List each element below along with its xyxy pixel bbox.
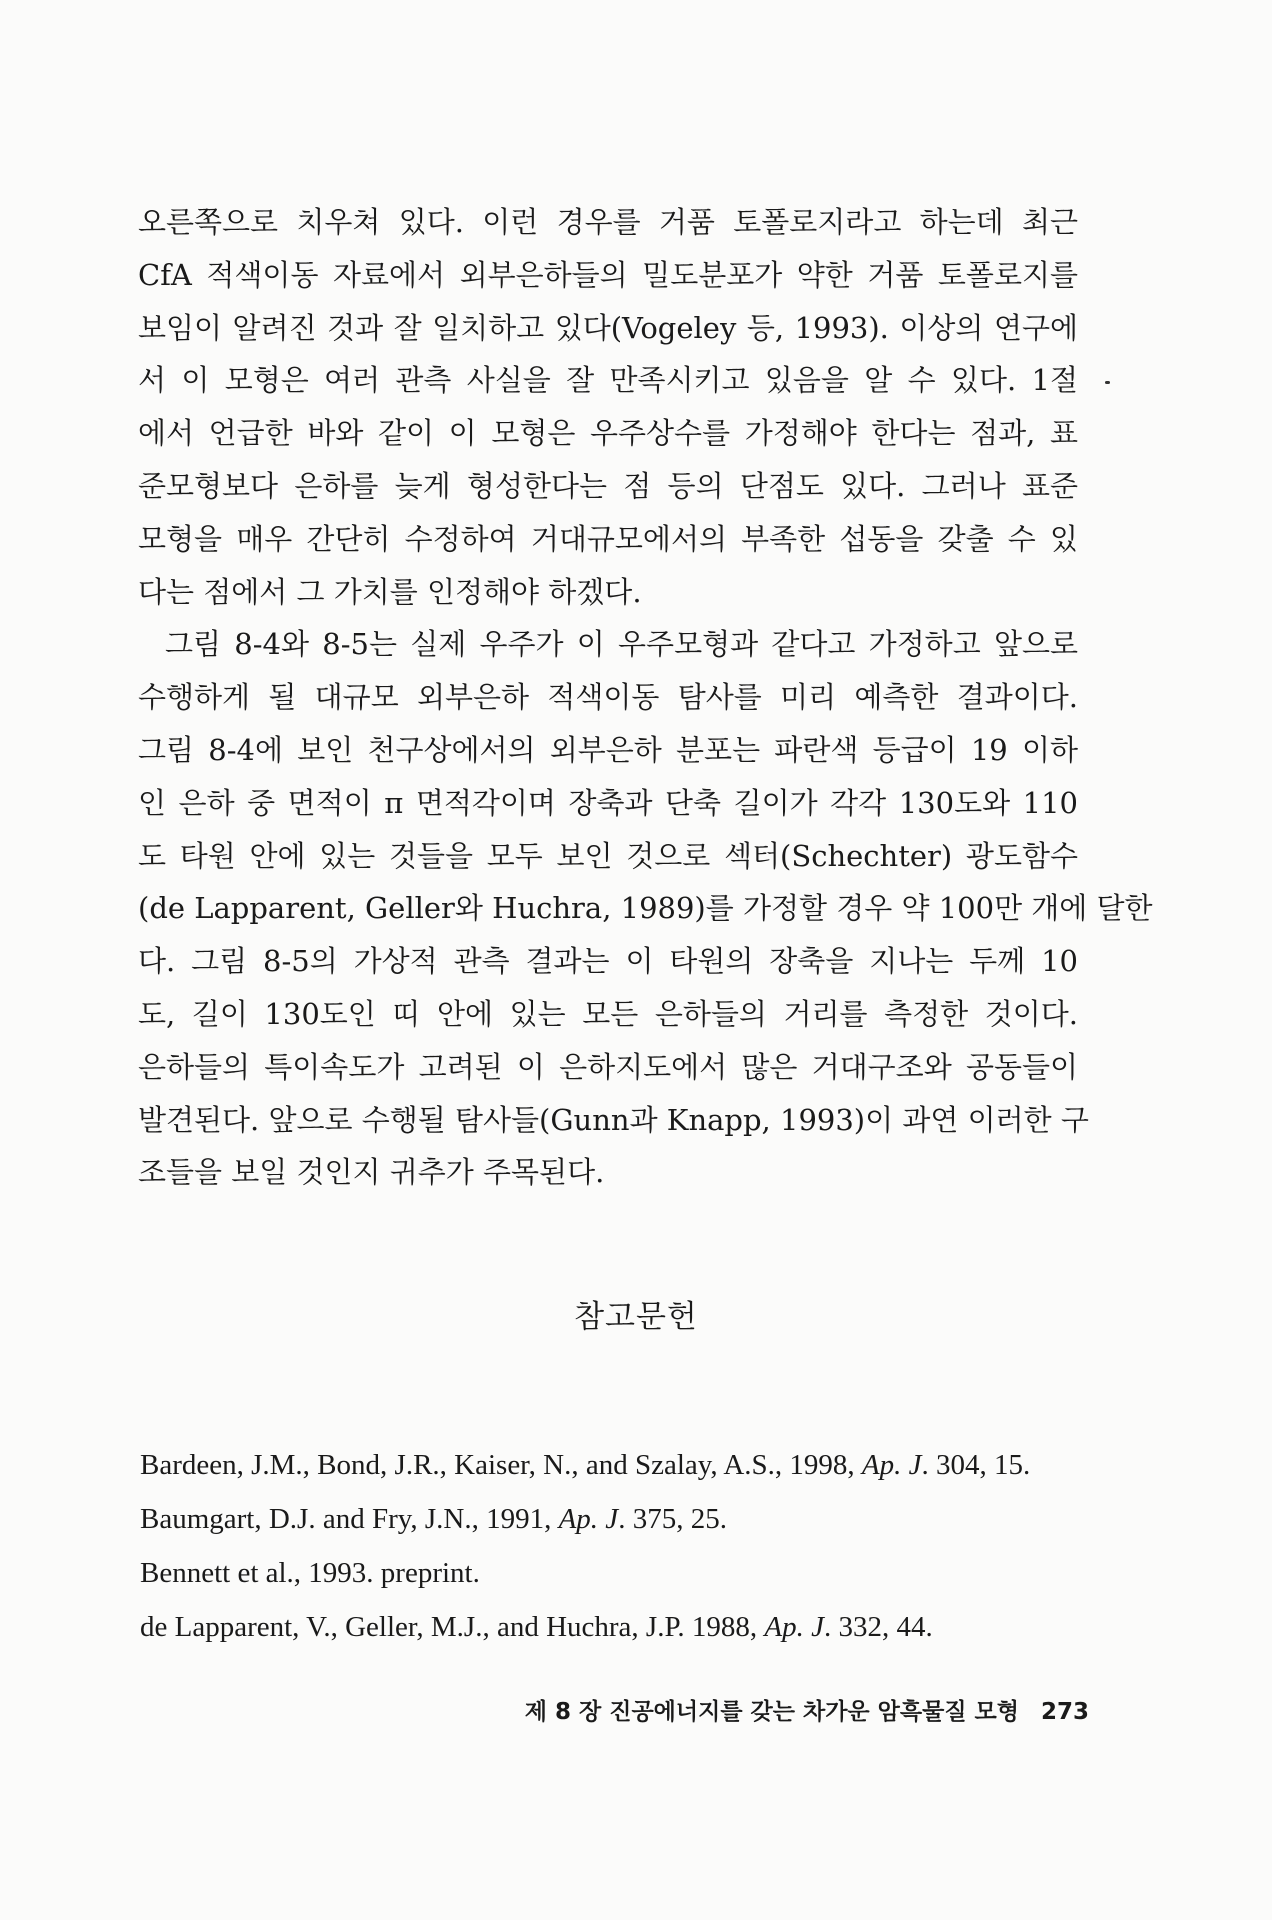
reference-text: Bardeen, J.M., Bond, J.R., Kaiser, N., and Szalay, A.S., 1998, bbox=[140, 1449, 862, 1481]
reference-item bbox=[140, 1600, 1080, 1654]
reference-item bbox=[140, 1438, 1080, 1492]
body-line: 보임이 알려진 것과 잘 일치하고 있다(Vogeley 등, 1993). 이상의 연구에 bbox=[138, 310, 1078, 345]
reference-text: Bennett et al., 1993. preprint. bbox=[140, 1557, 480, 1589]
reference-item bbox=[140, 1546, 1080, 1600]
reference-details: . 304, 15. bbox=[921, 1449, 1031, 1481]
page-footer bbox=[0, 1693, 1089, 1726]
chapter-title: 제 8 장 진공에너지를 갖는 차가운 암흑물질 모형 bbox=[524, 1699, 1019, 1725]
body-line: 서 이 모형은 여러 관측 사실을 잘 만족시키고 있음을 알 수 있다. 1절 bbox=[138, 363, 1078, 398]
body-line: 에서 언급한 바와 같이 이 모형은 우주상수를 가정해야 한다는 점과, 표 bbox=[138, 416, 1078, 451]
body-line: 조들을 보일 것인지 귀추가 주목된다. bbox=[138, 1155, 605, 1190]
body-line: CfA 적색이동 자료에서 외부은하들의 밀도분포가 약한 거품 토폴로지를 bbox=[138, 257, 1078, 292]
page-number: 273 bbox=[1040, 1699, 1089, 1725]
body-line: 발견된다. 앞으로 수행될 탐사들(Gunn과 Knapp, 1993)이 과연 이러한 구 bbox=[138, 1102, 1089, 1137]
reference-details: . 375, 25. bbox=[618, 1503, 727, 1535]
reference-journal: Ap. J bbox=[764, 1611, 824, 1643]
body-line: 준모형보다 은하를 늦게 형성한다는 점 등의 단점도 있다. 그러나 표준 bbox=[138, 468, 1078, 503]
margin-dot bbox=[1105, 381, 1110, 384]
body-line: 인 은하 중 면적이 π 면적각이며 장축과 단축 길이가 각각 130도와 110 bbox=[138, 785, 1078, 820]
reference-journal: Ap. J bbox=[861, 1449, 922, 1481]
reference-journal: Ap. J bbox=[558, 1503, 619, 1535]
body-line: 은하들의 특이속도가 고려된 이 은하지도에서 많은 거대구조와 공동들이 bbox=[138, 1049, 1078, 1084]
body-line: 그림 8-4에 보인 천구상에서의 외부은하 분포는 파란색 등급이 19 이하 bbox=[138, 732, 1078, 767]
reference-text: Baumgart, D.J. and Fry, J.N., 1991, bbox=[140, 1503, 559, 1535]
body-line: 그림 8-4와 8-5는 실제 우주가 이 우주모형과 같다고 가정하고 앞으로 bbox=[165, 627, 1078, 662]
body-line: 도 타원 안에 있는 것들을 모두 보인 것으로 섹터(Schechter) 광도함수 bbox=[138, 838, 1078, 873]
body-line: 수행하게 될 대규모 외부은하 적색이동 탐사를 미리 예측한 결과이다. bbox=[138, 680, 1078, 715]
reference-item bbox=[140, 1492, 1080, 1546]
body-line: 모형을 매우 간단히 수정하여 거대규모에서의 부족한 섭동을 갖출 수 있 bbox=[138, 521, 1078, 556]
reference-list bbox=[140, 1438, 1080, 1654]
body-line: (de Lapparent, Geller와 Huchra, 1989)를 가정할 경우 약 100만 개에 달한 bbox=[138, 891, 1153, 926]
reference-details: . 332, 44. bbox=[823, 1611, 933, 1643]
references-heading: 참고문헌 bbox=[574, 1299, 698, 1335]
reference-text: de Lapparent, V., Geller, M.J., and Huchra, J.P. 1988, bbox=[140, 1611, 765, 1643]
body-line: 오른쪽으로 치우쳐 있다. 이런 경우를 거품 토폴로지라고 하는데 최근 bbox=[138, 205, 1078, 239]
body-line: 다. 그림 8-5의 가상적 관측 결과는 이 타원의 장축을 지나는 두께 10 bbox=[138, 944, 1078, 979]
body-line: 다는 점에서 그 가치를 인정해야 하겠다. bbox=[138, 574, 642, 609]
body-line: 도, 길이 130도인 띠 안에 있는 모든 은하들의 거리를 측정한 것이다. bbox=[138, 996, 1078, 1031]
body-text bbox=[138, 196, 1153, 1199]
